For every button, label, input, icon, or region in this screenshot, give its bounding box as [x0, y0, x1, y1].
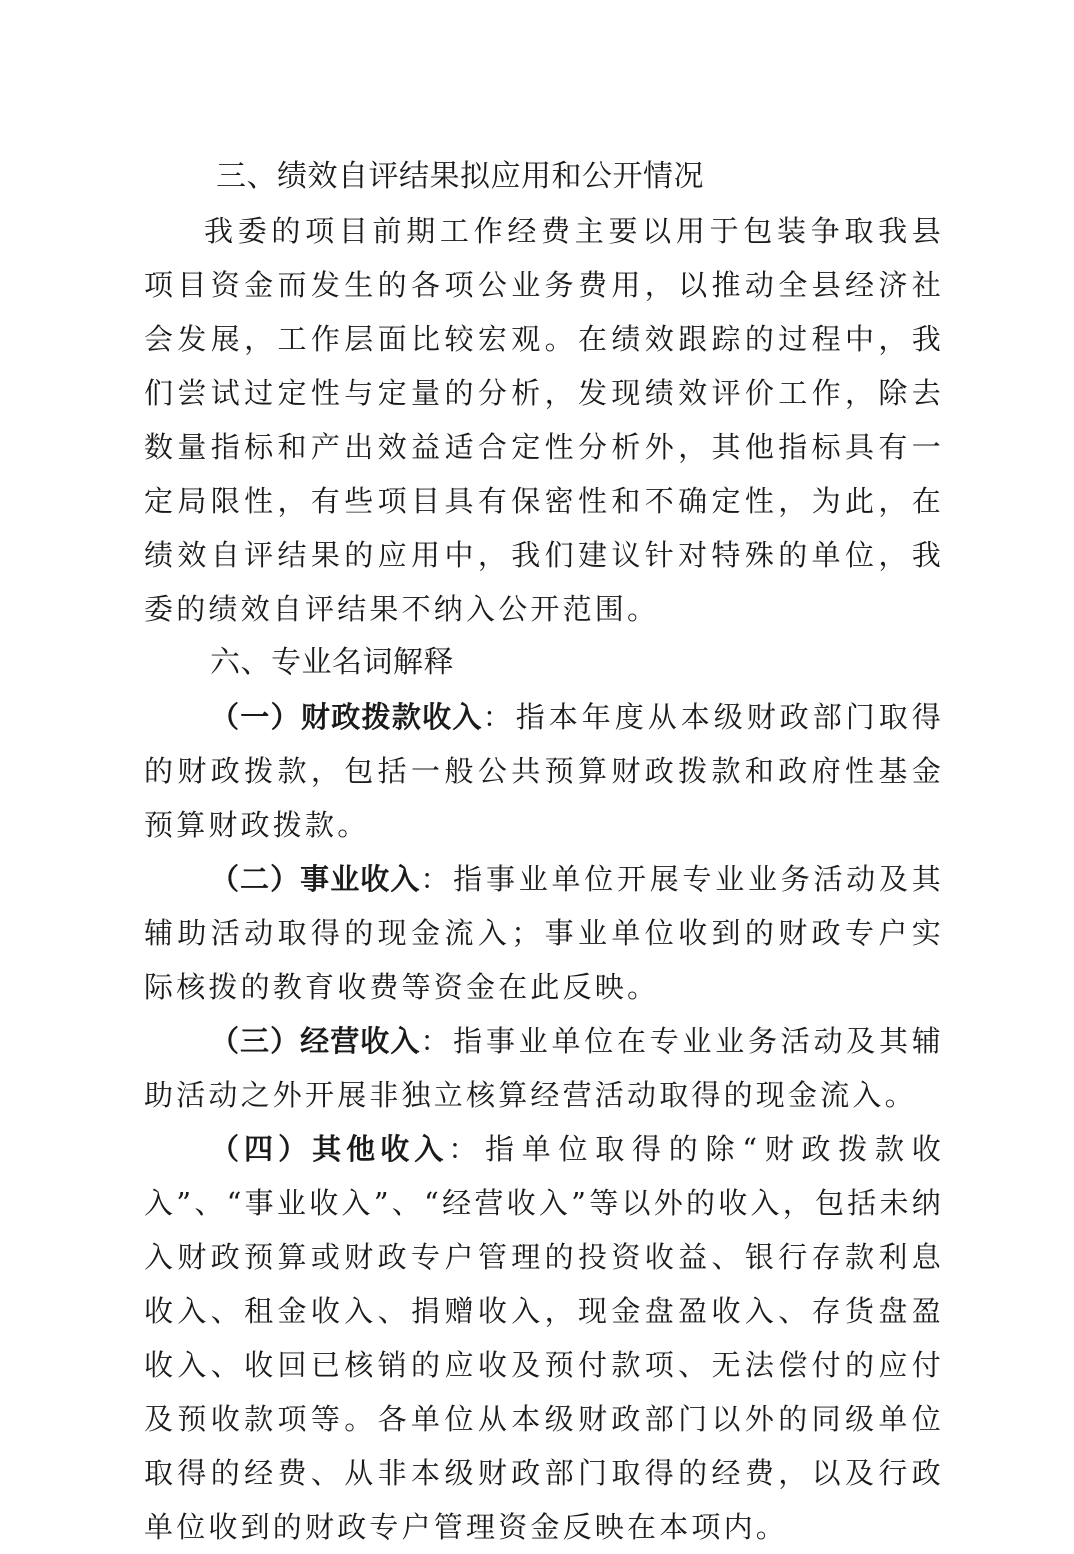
section-heading-3: 三、绩效自评结果拟应用和公开情况: [216, 159, 704, 194]
definition-term: （一）财政拨款收入: [210, 700, 483, 734]
definition-paragraph: [144, 690, 944, 852]
definition-term: （三）经营收入: [210, 1024, 421, 1058]
definition-text: ：指事业单位开展专业业务活动及其辅助活动取得的现金流入；事业单位收到的财政专户实际核拨的教育收费等资金在此反映。: [144, 862, 944, 1004]
definition-term: （四）其他收入: [210, 1132, 449, 1166]
definition-paragraph: [144, 852, 944, 1014]
definition-text: ：指事业单位在专业业务活动及其辅助活动之外开展非独立核算经营活动取得的现金流入。: [144, 1024, 944, 1112]
document-body: [144, 150, 944, 1554]
section-heading-6: 六、专业名词解释: [210, 645, 454, 680]
definition-paragraph: [144, 1122, 944, 1554]
definition-term: （二）事业收入: [210, 862, 421, 896]
definition-paragraph: [144, 1014, 944, 1122]
definition-text: ：指单位取得的除“财政拨款收入”、“事业收入”、“经营收入”等以外的收入，包括未纳入财政预算或财政专户管理的投资收益、银行存款利息收入、租金收入、捐赠收入，现金盘盈收入、存货盘盈收入、收回已核销的应收及预付款项、无法偿付的应付及预收款项等。各单位从本级财政部门以外的同级单位取得的经费、从非本级财政部门取得的经费，以及行政单位收到的财政专户管理资金反映在本项内。: [144, 1132, 944, 1544]
section-3-paragraph: 我委的项目前期工作经费主要以用于包装争取我县项目资金而发生的各项公业务费用，以推动全县经济社会发展，工作层面比较宏观。在绩效跟踪的过程中，我们尝试过定性与定量的分析，发现绩效评价工作，除去数量指标和产出效益适合定性分析外，其他指标具有一定局限性，有些项目具有保密性和不确定性，为此，在绩效自评结果的应用中，我们建议针对特殊的单位，我委的绩效自评结果不纳入公开范围。: [144, 214, 944, 626]
definition-text: ：指本年度从本级财政部门取得的财政拨款，包括一般公共预算财政拨款和政府性基金预算财政拨款。: [144, 700, 944, 842]
